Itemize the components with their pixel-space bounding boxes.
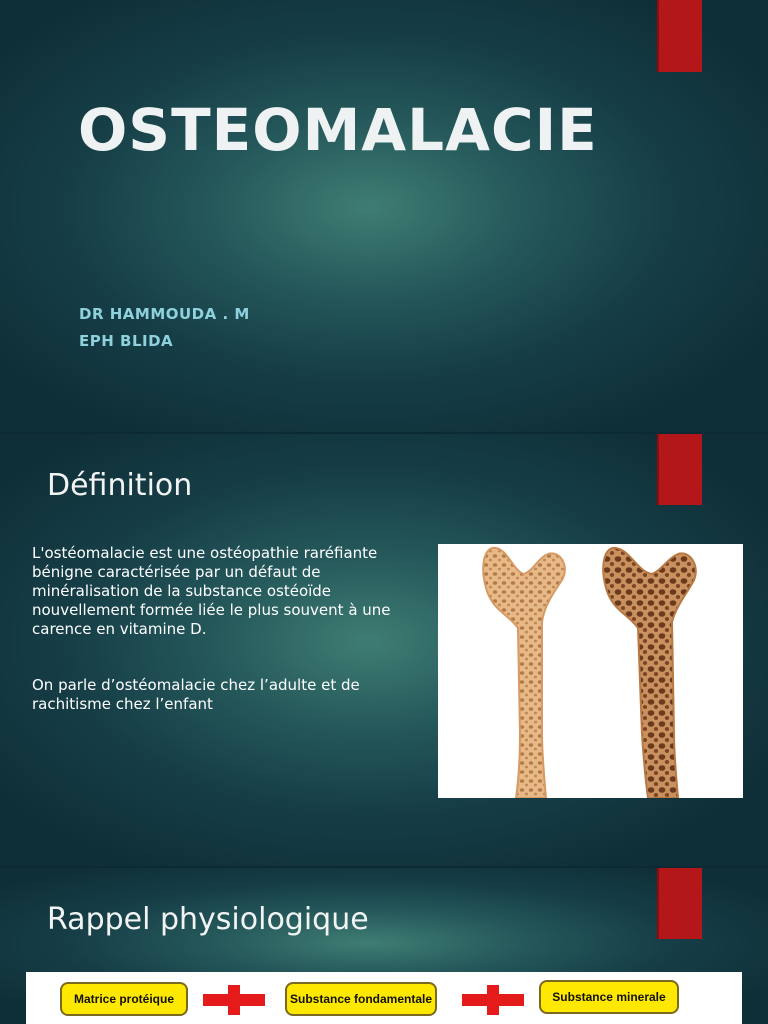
plus-icon [462, 985, 524, 1015]
femur-bone-image [438, 544, 743, 798]
slide-heading: Rappel physiologique [47, 902, 369, 937]
definition-paragraph: L'ostéomalacie est une ostéopathie raréfiante bénigne caractérisée par un défaut de minéralisation de la substance ostéoïde nouvellement formée liée le plus souvent à une carence en vitamine D. [32, 544, 391, 638]
bone-composition-diagram [26, 972, 742, 1024]
slide-title: OSTEOMALACIE [78, 96, 598, 164]
institution-name: EPH BLIDA [79, 332, 174, 350]
diagram-box-matrix: Matrice protéique [60, 982, 188, 1016]
plus-icon [203, 985, 265, 1015]
author-name: DR HAMMOUDA . M [79, 305, 250, 323]
note-paragraph: On parle d’ostéomalacie chez l’adulte et de rachitisme chez l’enfant [32, 676, 360, 713]
slide-heading: Définition [47, 468, 193, 503]
accent-bar [657, 868, 702, 939]
diagram-box-ground-substance: Substance fondamentale [285, 982, 437, 1016]
physiology-slide [0, 868, 768, 1024]
healthy-bone-shape [483, 548, 565, 798]
diagram-box-mineral: Substance minerale [539, 980, 679, 1014]
bone-illustration-icon [438, 544, 743, 798]
definition-slide [0, 434, 768, 866]
accent-bar [657, 0, 702, 72]
title-slide [0, 0, 768, 432]
porous-bone-shape [603, 548, 696, 798]
accent-bar [657, 434, 702, 505]
